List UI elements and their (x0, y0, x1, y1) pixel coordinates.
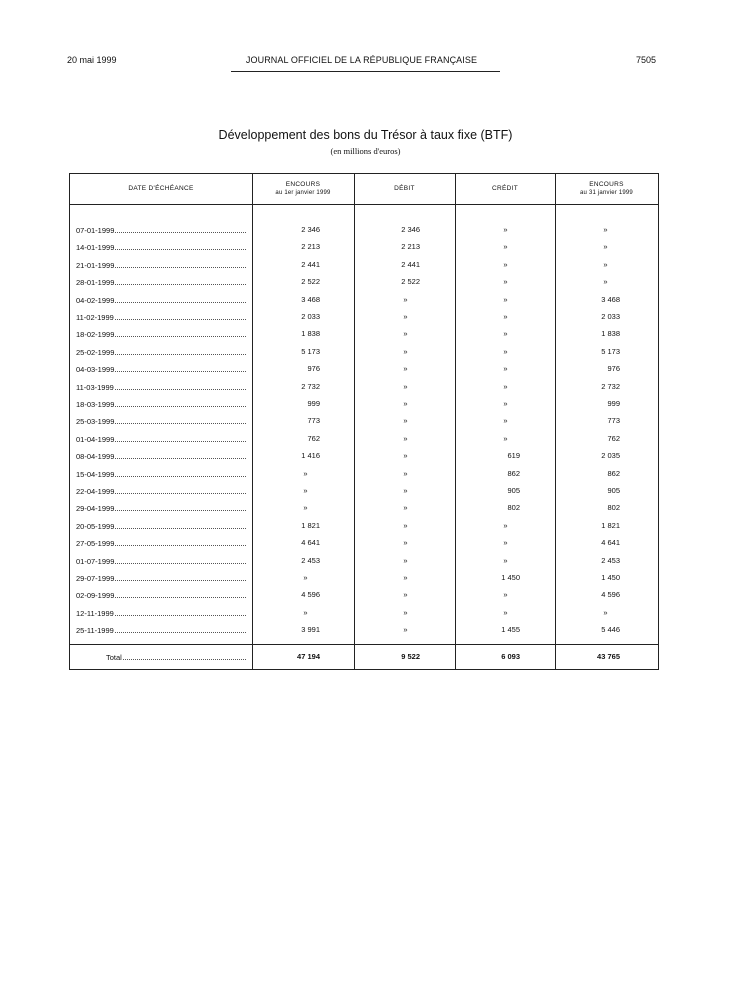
table-row (70, 328, 658, 346)
row-credit: » (503, 555, 508, 565)
row-debit: » (403, 486, 408, 495)
row-date-text: 02-09-1999 (76, 591, 115, 601)
table-title: Développement des bons du Trésor à taux fixe (BTF) (218, 128, 513, 142)
row-encours-debut: » (303, 486, 308, 495)
row-debit: » (403, 451, 408, 461)
table-row (70, 381, 658, 399)
row-encours-debut: » (303, 503, 308, 513)
row-date (76, 259, 246, 271)
row-date (76, 502, 246, 514)
row-encours-debut: 3 991 (301, 625, 320, 635)
column-header-encours-fin-sub: au 31 janvier 1999 (580, 190, 633, 196)
row-debit: » (403, 312, 408, 321)
row-date-text: 28-01-1999 (76, 278, 115, 288)
row-date (76, 450, 246, 462)
row-date-text: 12-11-1999 (76, 608, 114, 618)
row-debit: » (403, 607, 408, 617)
row-encours-debut: 4 596 (301, 590, 320, 600)
row-encours-debut: 2 732 (301, 381, 320, 391)
row-date-text: 25-03-1999 (76, 417, 115, 427)
row-credit: » (503, 433, 508, 443)
row-credit: 862 (507, 468, 520, 478)
table-row (70, 589, 658, 607)
row-date-text: 07-01-1999 (76, 226, 115, 235)
row-date-text: 08-04-1999 (76, 452, 115, 462)
table-row (70, 241, 658, 259)
total-label (106, 651, 246, 662)
row-credit: » (503, 538, 508, 548)
row-credit: » (503, 399, 508, 408)
row-debit: » (403, 468, 408, 478)
row-credit: 619 (507, 451, 520, 461)
row-date (76, 276, 246, 288)
column-header-debit (354, 174, 455, 204)
row-encours-fin: » (603, 607, 608, 617)
total-divider (70, 644, 658, 645)
header-page-number: 7505 (635, 55, 656, 65)
table-row (70, 555, 658, 573)
table-row (70, 433, 658, 451)
row-date-text: 18-02-1999 (76, 330, 115, 340)
row-encours-fin: 905 (607, 486, 620, 495)
row-encours-fin: 2 035 (601, 451, 620, 461)
row-encours-debut: 1 416 (301, 451, 320, 461)
row-encours-fin: 2 732 (601, 381, 620, 391)
row-encours-debut: 2 522 (301, 277, 320, 287)
row-encours-debut: 4 641 (301, 538, 320, 548)
row-encours-debut: 3 468 (301, 294, 320, 304)
row-encours-debut: 2 213 (301, 242, 320, 252)
total-credit: 6 093 (501, 652, 520, 661)
row-encours-debut: 773 (307, 416, 320, 426)
table-row (70, 363, 658, 381)
row-date-text: 20-05-1999 (76, 521, 115, 531)
total-encours-debut: 47 194 (297, 652, 320, 661)
column-header-date (70, 174, 252, 204)
row-debit: » (403, 520, 408, 530)
column-header-debit-label: DÉBIT (394, 185, 415, 192)
row-date-text: 21-01-1999 (76, 260, 115, 270)
row-encours-fin: 762 (607, 433, 620, 443)
row-date-text: 25-11-1999 (76, 626, 114, 636)
row-date (76, 624, 246, 636)
row-credit: » (503, 259, 508, 269)
row-date (76, 311, 246, 323)
row-encours-fin: 802 (607, 503, 620, 513)
row-date (76, 520, 246, 532)
column-header-date-label: DATE D'ÉCHÉANCE (128, 185, 194, 192)
table-row (70, 259, 658, 277)
row-date-text: 25-02-1999 (76, 347, 115, 357)
row-debit: » (403, 503, 408, 513)
row-debit: 2 441 (401, 259, 420, 269)
row-credit: » (503, 329, 508, 339)
table-row (70, 607, 658, 625)
row-credit: » (503, 346, 508, 356)
row-date (76, 415, 246, 427)
column-header-credit-label: CRÉDIT (492, 185, 518, 192)
row-encours-debut: 999 (307, 399, 320, 408)
total-label-text: Total (106, 653, 122, 662)
table-row (70, 572, 658, 590)
row-credit: » (503, 364, 508, 374)
row-date (76, 241, 246, 253)
row-encours-debut: 2 441 (301, 259, 320, 269)
row-date (76, 537, 246, 549)
page-header (67, 55, 656, 71)
table-row (70, 468, 658, 486)
row-encours-debut: 762 (307, 433, 320, 443)
row-encours-fin: 5 173 (601, 346, 620, 356)
table-subtitle: (en millions d'euros) (330, 146, 401, 156)
row-encours-fin: 2 033 (601, 312, 620, 321)
row-date (76, 381, 246, 393)
row-encours-fin: 5 446 (601, 625, 620, 635)
row-debit: » (403, 625, 408, 635)
row-debit: » (403, 433, 408, 443)
row-date-text: 15-04-1999 (76, 469, 115, 479)
row-debit: 2 522 (401, 277, 420, 287)
row-encours-fin: 2 453 (601, 555, 620, 565)
row-credit: 905 (507, 486, 520, 495)
header-rule (231, 71, 500, 72)
row-encours-debut: 1 821 (301, 520, 320, 530)
row-credit: » (503, 225, 508, 234)
row-encours-fin: 4 641 (601, 538, 620, 548)
row-encours-fin: 3 468 (601, 294, 620, 304)
row-debit: » (403, 590, 408, 600)
row-encours-fin: » (603, 242, 608, 252)
row-credit: 1 455 (501, 625, 520, 635)
total-row (70, 651, 658, 665)
table-row (70, 311, 658, 329)
row-credit: » (503, 416, 508, 426)
row-debit: » (403, 364, 408, 374)
row-date (76, 398, 246, 410)
table-row (70, 276, 658, 294)
row-credit: » (503, 294, 508, 304)
row-date (76, 572, 246, 584)
column-header-encours-debut (252, 174, 354, 204)
header-journal-title: JOURNAL OFFICIEL DE LA RÉPUBLIQUE FRANÇAISE (245, 55, 478, 65)
row-encours-fin: 862 (607, 468, 620, 478)
row-debit: » (403, 555, 408, 565)
row-date-text: 01-07-1999 (76, 556, 115, 566)
row-debit: 2 346 (401, 225, 420, 234)
row-date-text: 04-02-1999 (76, 295, 115, 305)
row-debit: » (403, 294, 408, 304)
row-date (76, 294, 246, 306)
row-encours-fin: 999 (607, 399, 620, 408)
row-encours-debut: 2 453 (301, 555, 320, 565)
total-debit: 9 522 (401, 652, 420, 661)
row-credit: » (503, 277, 508, 287)
row-debit: » (403, 346, 408, 356)
row-encours-fin: 1 838 (601, 329, 620, 339)
row-encours-debut: 2 346 (301, 225, 320, 234)
row-encours-debut: 2 033 (301, 312, 320, 321)
header-divider (70, 204, 658, 205)
row-date-text: 29-07-1999 (76, 574, 115, 583)
row-date (76, 589, 246, 601)
row-date (76, 485, 246, 497)
row-date (76, 468, 246, 480)
row-date (76, 346, 246, 358)
row-encours-fin: » (603, 277, 608, 287)
row-date (76, 607, 246, 619)
column-header-credit (455, 174, 555, 204)
btf-table (69, 173, 659, 670)
row-encours-fin: 976 (607, 364, 620, 374)
row-date (76, 555, 246, 567)
row-debit: » (403, 329, 408, 339)
row-date-text: 11-02-1999 (76, 313, 114, 322)
table-row (70, 624, 658, 642)
table-row (70, 346, 658, 364)
row-date-text: 29-04-1999 (76, 504, 115, 514)
row-date-text: 04-03-1999 (76, 365, 115, 375)
row-encours-fin: » (603, 225, 608, 234)
header-date: 20 mai 1999 (67, 55, 117, 65)
row-credit: » (503, 590, 508, 600)
table-row (70, 415, 658, 433)
row-date-text: 18-03-1999 (76, 400, 115, 409)
row-debit: » (403, 416, 408, 426)
column-header-encours-debut-sub: au 1er janvier 1999 (275, 190, 331, 196)
row-credit: 802 (507, 503, 520, 513)
row-credit: » (503, 607, 508, 617)
row-date-text: 11-03-1999 (76, 382, 114, 392)
row-encours-debut: » (303, 468, 308, 478)
row-debit: » (403, 381, 408, 391)
table-row (70, 450, 658, 468)
row-encours-debut: 976 (307, 364, 320, 374)
row-date-text: 27-05-1999 (76, 539, 115, 549)
table-row (70, 294, 658, 312)
row-encours-fin: 773 (607, 416, 620, 426)
row-encours-debut: 1 838 (301, 329, 320, 339)
row-encours-fin: 4 596 (601, 590, 620, 600)
table-row (70, 485, 658, 503)
row-date (76, 363, 246, 375)
row-encours-debut: 5 173 (301, 346, 320, 356)
row-credit: 1 450 (501, 573, 520, 582)
total-encours-fin: 43 765 (597, 652, 620, 661)
row-date (76, 328, 246, 340)
column-header-encours-fin (555, 174, 658, 204)
row-encours-debut: » (303, 573, 308, 582)
row-date (76, 224, 246, 236)
row-encours-fin: » (603, 259, 608, 269)
table-row (70, 520, 658, 538)
row-credit: » (503, 242, 508, 252)
table-row (70, 398, 658, 416)
row-encours-fin: 1 821 (601, 520, 620, 530)
column-header-encours-fin-label: ENCOURS (589, 181, 624, 188)
row-date (76, 433, 246, 445)
row-date-text: 22-04-1999 (76, 487, 115, 496)
row-debit: » (403, 573, 408, 582)
row-date-text: 14-01-1999 (76, 243, 115, 253)
row-debit: 2 213 (401, 242, 420, 252)
row-debit: » (403, 538, 408, 548)
table-row (70, 224, 658, 242)
row-credit: » (503, 520, 508, 530)
table-row (70, 502, 658, 520)
row-encours-fin: 1 450 (601, 573, 620, 582)
table-row (70, 537, 658, 555)
row-date-text: 01-04-1999 (76, 434, 115, 444)
row-credit: » (503, 381, 508, 391)
column-header-encours-debut-label: ENCOURS (285, 181, 321, 188)
row-credit: » (503, 312, 508, 321)
row-debit: » (403, 399, 408, 408)
row-encours-debut: » (303, 607, 308, 617)
